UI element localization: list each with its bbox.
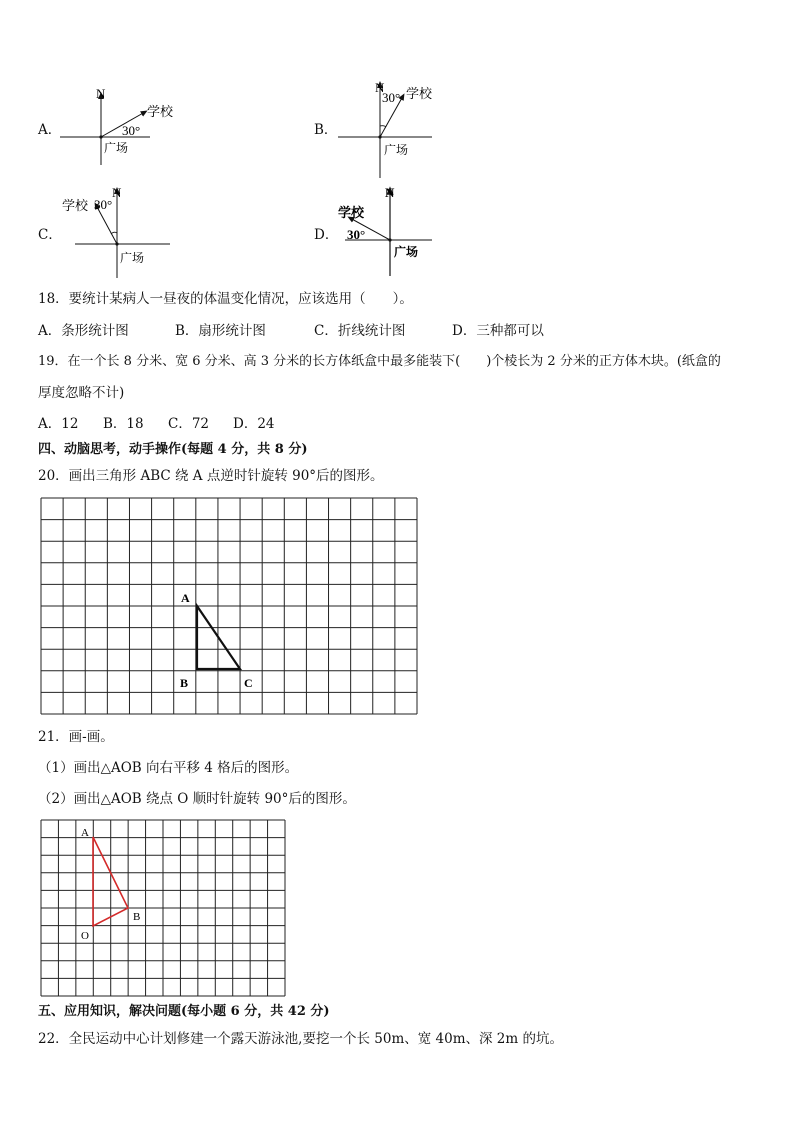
diagram-d-school: 学校	[338, 205, 365, 220]
diagram-b-school: 学校	[406, 86, 433, 101]
q18-option-b: B．扇形统计图	[175, 323, 266, 339]
diagram-a-square: 广场	[104, 141, 129, 155]
q20-grid	[41, 498, 418, 715]
option-c-letter: C．	[38, 227, 62, 243]
diagram-b-square: 广场	[384, 143, 409, 157]
diagram-d-north: N	[385, 185, 395, 200]
q21-part2: （2）画出△AOB 绕点 O 顺时针旋转 90°后的图形。	[38, 791, 356, 807]
diagram-d-square: 广场	[394, 245, 419, 259]
diagram-d-angle: 30°	[347, 227, 366, 242]
diagram-c-school: 学校	[62, 198, 89, 213]
q18-option-a: A．条形统计图	[38, 323, 129, 339]
q19-option-b: B．18	[103, 416, 144, 432]
diagram-a-school: 学校	[147, 104, 174, 119]
q21-part1: （1）画出△AOB 向右平移 4 格后的图形。	[38, 760, 299, 776]
q20-point-b: B	[180, 676, 189, 690]
q19-option-c: C．72	[168, 416, 210, 432]
q21-point-b: B	[133, 911, 141, 923]
diagram-c-north: N	[112, 185, 122, 200]
q19-option-d: D．24	[233, 416, 275, 432]
q22-stem: 22．全民运动中心计划修建一个露天游泳池,要挖一个长 50m、宽 40m、深 2m 的坑。	[38, 1031, 563, 1047]
q20-point-a: A	[181, 591, 190, 605]
q21-point-o: O	[81, 930, 89, 942]
diagram-b-north: N	[375, 80, 385, 95]
q21-grid	[41, 820, 286, 997]
section5-title: 五、应用知识，解决问题(每小题 6 分，共 42 分)	[38, 1004, 330, 1019]
option-a-letter: A．	[38, 122, 62, 138]
q18-option-c: C．折线统计图	[314, 323, 406, 339]
diagram-b-angle: 30°	[382, 90, 401, 105]
q20-point-c: C	[244, 676, 253, 690]
diagram-a-angle: 30°	[122, 123, 141, 138]
q19-stem-line2: 厚度忽略不计)	[38, 385, 125, 401]
diagram-c-square: 广场	[120, 251, 145, 265]
q18-option-d: D．三种都可以	[452, 323, 544, 339]
section4-title: 四、动脑思考，动手操作(每题 4 分，共 8 分)	[38, 442, 308, 457]
q19-option-a: A．12	[38, 416, 79, 432]
q20-stem: 20．画出三角形 ABC 绕 A 点逆时针旋转 90°后的图形。	[38, 468, 384, 484]
q21-stem: 21．画-画。	[38, 729, 114, 745]
option-d-letter: D．	[314, 227, 339, 243]
option-b-letter: B．	[314, 122, 338, 138]
q19-stem-line1: 19．在一个长 8 分米、宽 6 分米、高 3 分米的长方体纸盒中最多能装下( )个棱长为 2 分米的正方体木块。(纸盒的	[38, 354, 721, 369]
diagram-a-north: N	[96, 86, 106, 101]
q20-triangle-abc	[197, 606, 240, 669]
q18-stem: 18．要统计某病人一昼夜的体温变化情况，应该选用（ ）。	[38, 291, 413, 307]
q21-point-a: A	[81, 827, 89, 839]
diagram-c-angle: 30°	[94, 197, 113, 212]
